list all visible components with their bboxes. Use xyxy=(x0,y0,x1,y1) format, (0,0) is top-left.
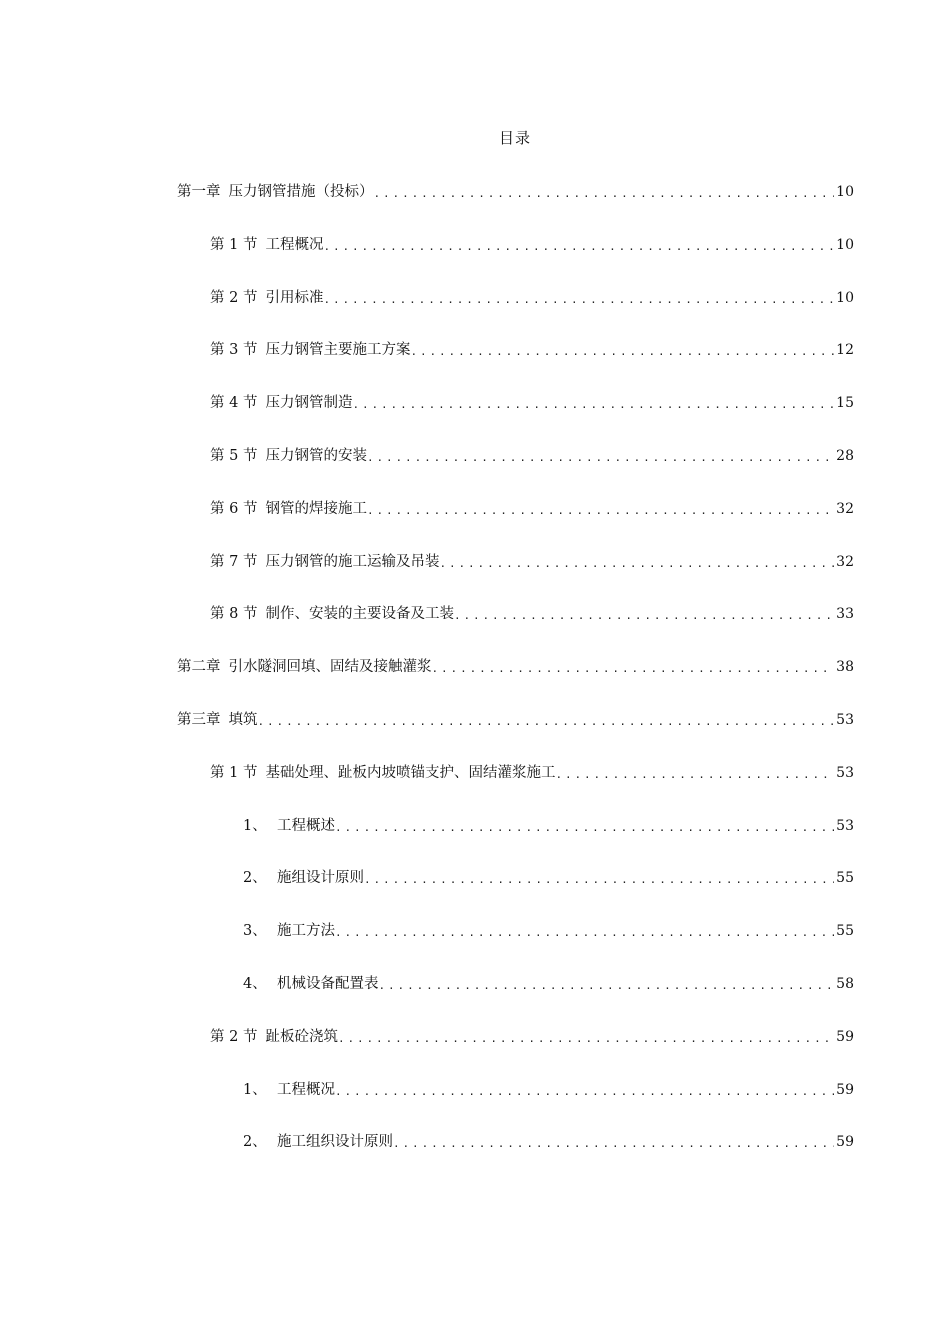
toc-entry-title: 工程概况 xyxy=(277,1082,335,1098)
toc-entry-title: 压力钢管主要施工方案 xyxy=(265,342,411,358)
toc-dot-leader xyxy=(374,186,835,202)
toc-entry-title: 填筑 xyxy=(228,712,258,728)
toc-entry-page-number: 55 xyxy=(836,870,854,886)
toc-dot-leader xyxy=(555,767,834,783)
toc-entry-page-number: 32 xyxy=(836,501,854,517)
toc-entry-page-number: 32 xyxy=(836,554,854,570)
toc-dot-leader xyxy=(335,1084,834,1100)
toc-entry-number: 第二章 xyxy=(177,659,221,675)
toc-dot-leader xyxy=(367,503,834,519)
toc-entry-title: 机械设备配置表 xyxy=(277,976,379,992)
toc-entry-page-number: 12 xyxy=(836,342,854,358)
toc-entry-number: 第一章 xyxy=(177,184,221,200)
toc-entry[interactable] xyxy=(210,550,854,572)
toc-entry-page-number: 10 xyxy=(836,184,854,200)
toc-entry-number: 第 4 节 xyxy=(210,395,258,411)
toc-entry-title: 基础处理、趾板内坡喷锚支护、固结灌浆施工 xyxy=(265,765,556,781)
toc-entry-page-number: 15 xyxy=(836,395,854,411)
toc-entry-page-number: 10 xyxy=(836,290,854,306)
toc-entry-page-number: 59 xyxy=(836,1082,854,1098)
toc-entry-number: 1、 xyxy=(243,818,267,834)
toc-entry-title: 施工方法 xyxy=(277,923,335,939)
toc-entry-number: 3、 xyxy=(243,923,267,939)
toc-entry-number: 第 2 节 xyxy=(210,290,258,306)
toc-dot-leader xyxy=(338,1031,834,1047)
toc-dot-leader xyxy=(258,714,835,730)
toc-entry-title: 施工组织设计原则 xyxy=(277,1134,393,1150)
toc-entry-title: 引用标准 xyxy=(265,290,324,306)
toc-entry-number: 第 1 节 xyxy=(210,765,258,781)
toc-entry-page-number: 59 xyxy=(836,1029,854,1045)
toc-entry[interactable] xyxy=(210,497,854,519)
toc-entry[interactable] xyxy=(243,866,854,888)
toc-entry[interactable] xyxy=(177,708,854,730)
toc-entry-title: 压力钢管的安装 xyxy=(265,448,367,464)
toc-entry-page-number: 58 xyxy=(836,976,854,992)
toc-entry-number: 4、 xyxy=(243,976,267,992)
toc-entry-page-number: 59 xyxy=(836,1134,854,1150)
toc-entry[interactable] xyxy=(243,919,854,941)
toc-entry-title: 引水隧洞回填、固结及接触灌浆 xyxy=(228,659,432,675)
toc-entry-number: 第 1 节 xyxy=(210,237,258,253)
toc-entry[interactable] xyxy=(177,180,854,202)
toc-dot-leader xyxy=(410,344,834,360)
toc-entry-number: 第 7 节 xyxy=(210,554,258,570)
toc-dot-leader xyxy=(364,872,834,888)
toc-entry-number: 第 5 节 xyxy=(210,448,258,464)
toc-entry-title: 工程概述 xyxy=(277,818,335,834)
toc-entry[interactable] xyxy=(210,233,854,255)
toc-entry-number: 第 3 节 xyxy=(210,342,258,358)
toc-dot-leader xyxy=(323,239,834,255)
toc-entry[interactable] xyxy=(210,286,854,308)
toc-title: 目录 xyxy=(498,129,531,147)
toc-entry[interactable] xyxy=(210,444,854,466)
toc-dot-leader xyxy=(335,925,834,941)
toc-entry-number: 2、 xyxy=(243,870,267,886)
toc-entry-title: 施组设计原则 xyxy=(277,870,364,886)
toc-entry[interactable] xyxy=(210,761,854,783)
toc-entry-number: 第三章 xyxy=(177,712,221,728)
toc-entry-number: 2、 xyxy=(243,1134,267,1150)
toc-dot-leader xyxy=(432,661,835,677)
toc-entry-title: 工程概况 xyxy=(265,237,324,253)
toc-entry[interactable] xyxy=(210,391,854,413)
toc-entry-page-number: 33 xyxy=(836,606,854,622)
toc-entry[interactable] xyxy=(243,972,854,994)
toc-entry-title: 压力钢管的施工运输及吊装 xyxy=(265,554,440,570)
toc-entry[interactable] xyxy=(243,1130,854,1152)
toc-dot-leader xyxy=(379,978,835,994)
toc-entry[interactable] xyxy=(210,1025,854,1047)
toc-entry-number: 第 8 节 xyxy=(210,606,258,622)
toc-dot-leader xyxy=(454,608,834,624)
toc-entry-page-number: 53 xyxy=(836,765,854,781)
toc-entry-title: 趾板砼浇筑 xyxy=(265,1029,338,1045)
toc-dot-leader xyxy=(352,397,834,413)
toc-entry-number: 第 6 节 xyxy=(210,501,258,517)
toc-entry[interactable] xyxy=(210,338,854,360)
toc-dot-leader xyxy=(439,556,834,572)
toc-entry[interactable] xyxy=(210,602,854,624)
toc-entry-page-number: 38 xyxy=(836,659,854,675)
toc-dot-leader xyxy=(335,820,834,836)
toc-entry-title: 压力钢管制造 xyxy=(265,395,353,411)
toc-entry-page-number: 55 xyxy=(836,923,854,939)
toc-entry-page-number: 53 xyxy=(836,712,854,728)
toc-entry-page-number: 53 xyxy=(836,818,854,834)
toc-entry-title: 压力钢管措施（投标） xyxy=(228,184,374,200)
toc-dot-leader xyxy=(367,450,834,466)
toc-entry-page-number: 10 xyxy=(836,237,854,253)
toc-entry-title: 制作、安装的主要设备及工装 xyxy=(265,606,454,622)
toc-dot-leader xyxy=(323,292,834,308)
toc-entry-title: 钢管的焊接施工 xyxy=(265,501,367,517)
toc-entry[interactable] xyxy=(243,1078,854,1100)
toc-entry-number: 1、 xyxy=(243,1082,267,1098)
toc-dot-leader xyxy=(393,1136,834,1152)
toc-entry[interactable] xyxy=(177,655,854,677)
toc-entry-number: 第 2 节 xyxy=(210,1029,258,1045)
toc-entry[interactable] xyxy=(243,814,854,836)
toc-entry-page-number: 28 xyxy=(836,448,854,464)
